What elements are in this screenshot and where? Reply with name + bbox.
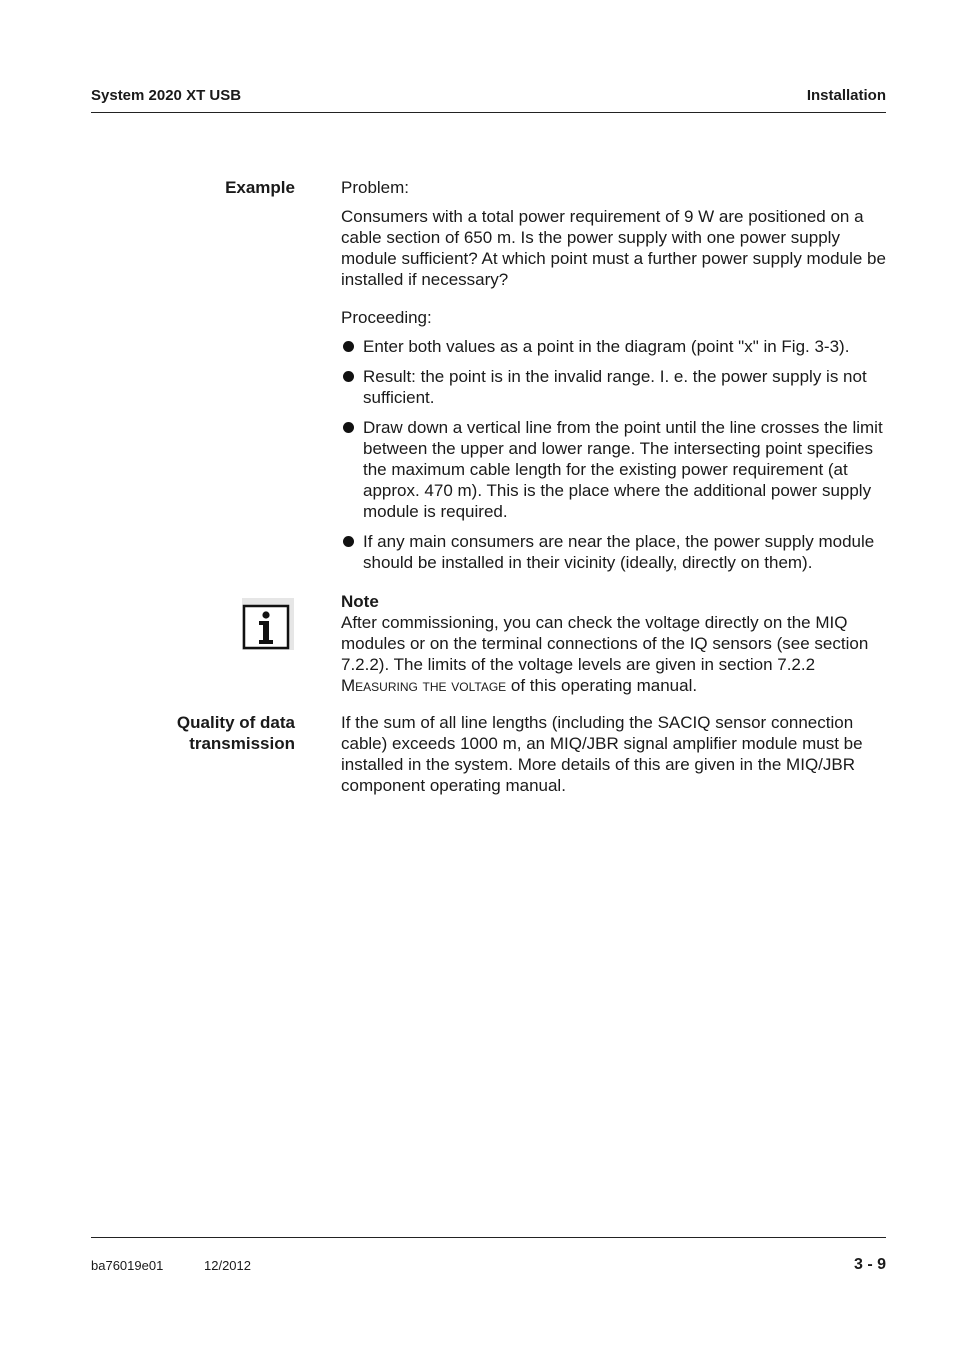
quality-label-line1: Quality of data — [176, 713, 295, 732]
list-item-text: Draw down a vertical line from the point until the line crosses the limit between the upper and lower range. The intersecting point specifies the maximum cable length for the existing power requirement (at approx. 470 m). This is the place where the additional power supply module is required. — [363, 418, 883, 521]
example-problem-heading: Problem: — [341, 178, 410, 197]
note-text-end: of this operating manual. — [506, 676, 698, 695]
note-text — [341, 612, 886, 696]
header-title: System 2020 XT USB — [91, 87, 242, 104]
list-item — [341, 366, 886, 408]
bullet-icon — [343, 422, 354, 433]
note-title: Note — [341, 592, 379, 611]
proceeding-list — [341, 336, 886, 582]
bullet-icon — [343, 371, 354, 382]
note-block — [341, 591, 886, 696]
quality-label-line2: transmission — [189, 734, 295, 753]
note-section-reference: Measuring the voltage — [341, 676, 507, 695]
bullet-icon — [343, 536, 354, 547]
list-item-text: If any main consumers are near the place, the power supply module should be installed in their vicinity (ideally, directly on them). — [363, 532, 875, 572]
footer-date: 12/2012 — [204, 1258, 251, 1273]
footer-doc-code: ba76019e01 — [91, 1258, 164, 1273]
list-item — [341, 336, 886, 357]
note-text-start: After commissioning, you can check the voltage directly on the MIQ modules or on the terminal connections of the IQ sensors (see section 7.2.2). The limits of the voltage levels are given in section 7.2.2 — [341, 613, 869, 674]
list-item — [341, 531, 886, 573]
quality-label — [95, 712, 295, 754]
list-item-text: Enter both values as a point in the diagram (point "x" in Fig. 3-3). — [363, 337, 850, 356]
bullet-icon — [343, 341, 354, 352]
example-proceeding-heading: Proceeding: — [341, 308, 432, 327]
page-number: 3 - 9 — [853, 1256, 886, 1273]
info-icon — [242, 598, 294, 650]
header-section: Installation — [806, 87, 886, 104]
example-label: Example — [225, 178, 295, 197]
list-item — [341, 417, 886, 522]
footer-divider — [91, 1237, 886, 1238]
list-item-text: Result: the point is in the invalid range. I. e. the power supply is not sufficient. — [363, 367, 867, 407]
header-divider — [91, 112, 886, 113]
example-problem-text: Consumers with a total power requirement of 9 W are positioned on a cable section of 650 m. Is the power supply with one power supply module sufficient? At which point must a further power supply module be installed if necessary? — [341, 207, 886, 289]
quality-text: If the sum of all line lengths (including the SACIQ sensor connection cable) exceeds 1000 m, an MIQ/JBR signal amplifier module must be installed in the system. More details of this are given in the MIQ/JBR component operating manual. — [341, 713, 863, 795]
